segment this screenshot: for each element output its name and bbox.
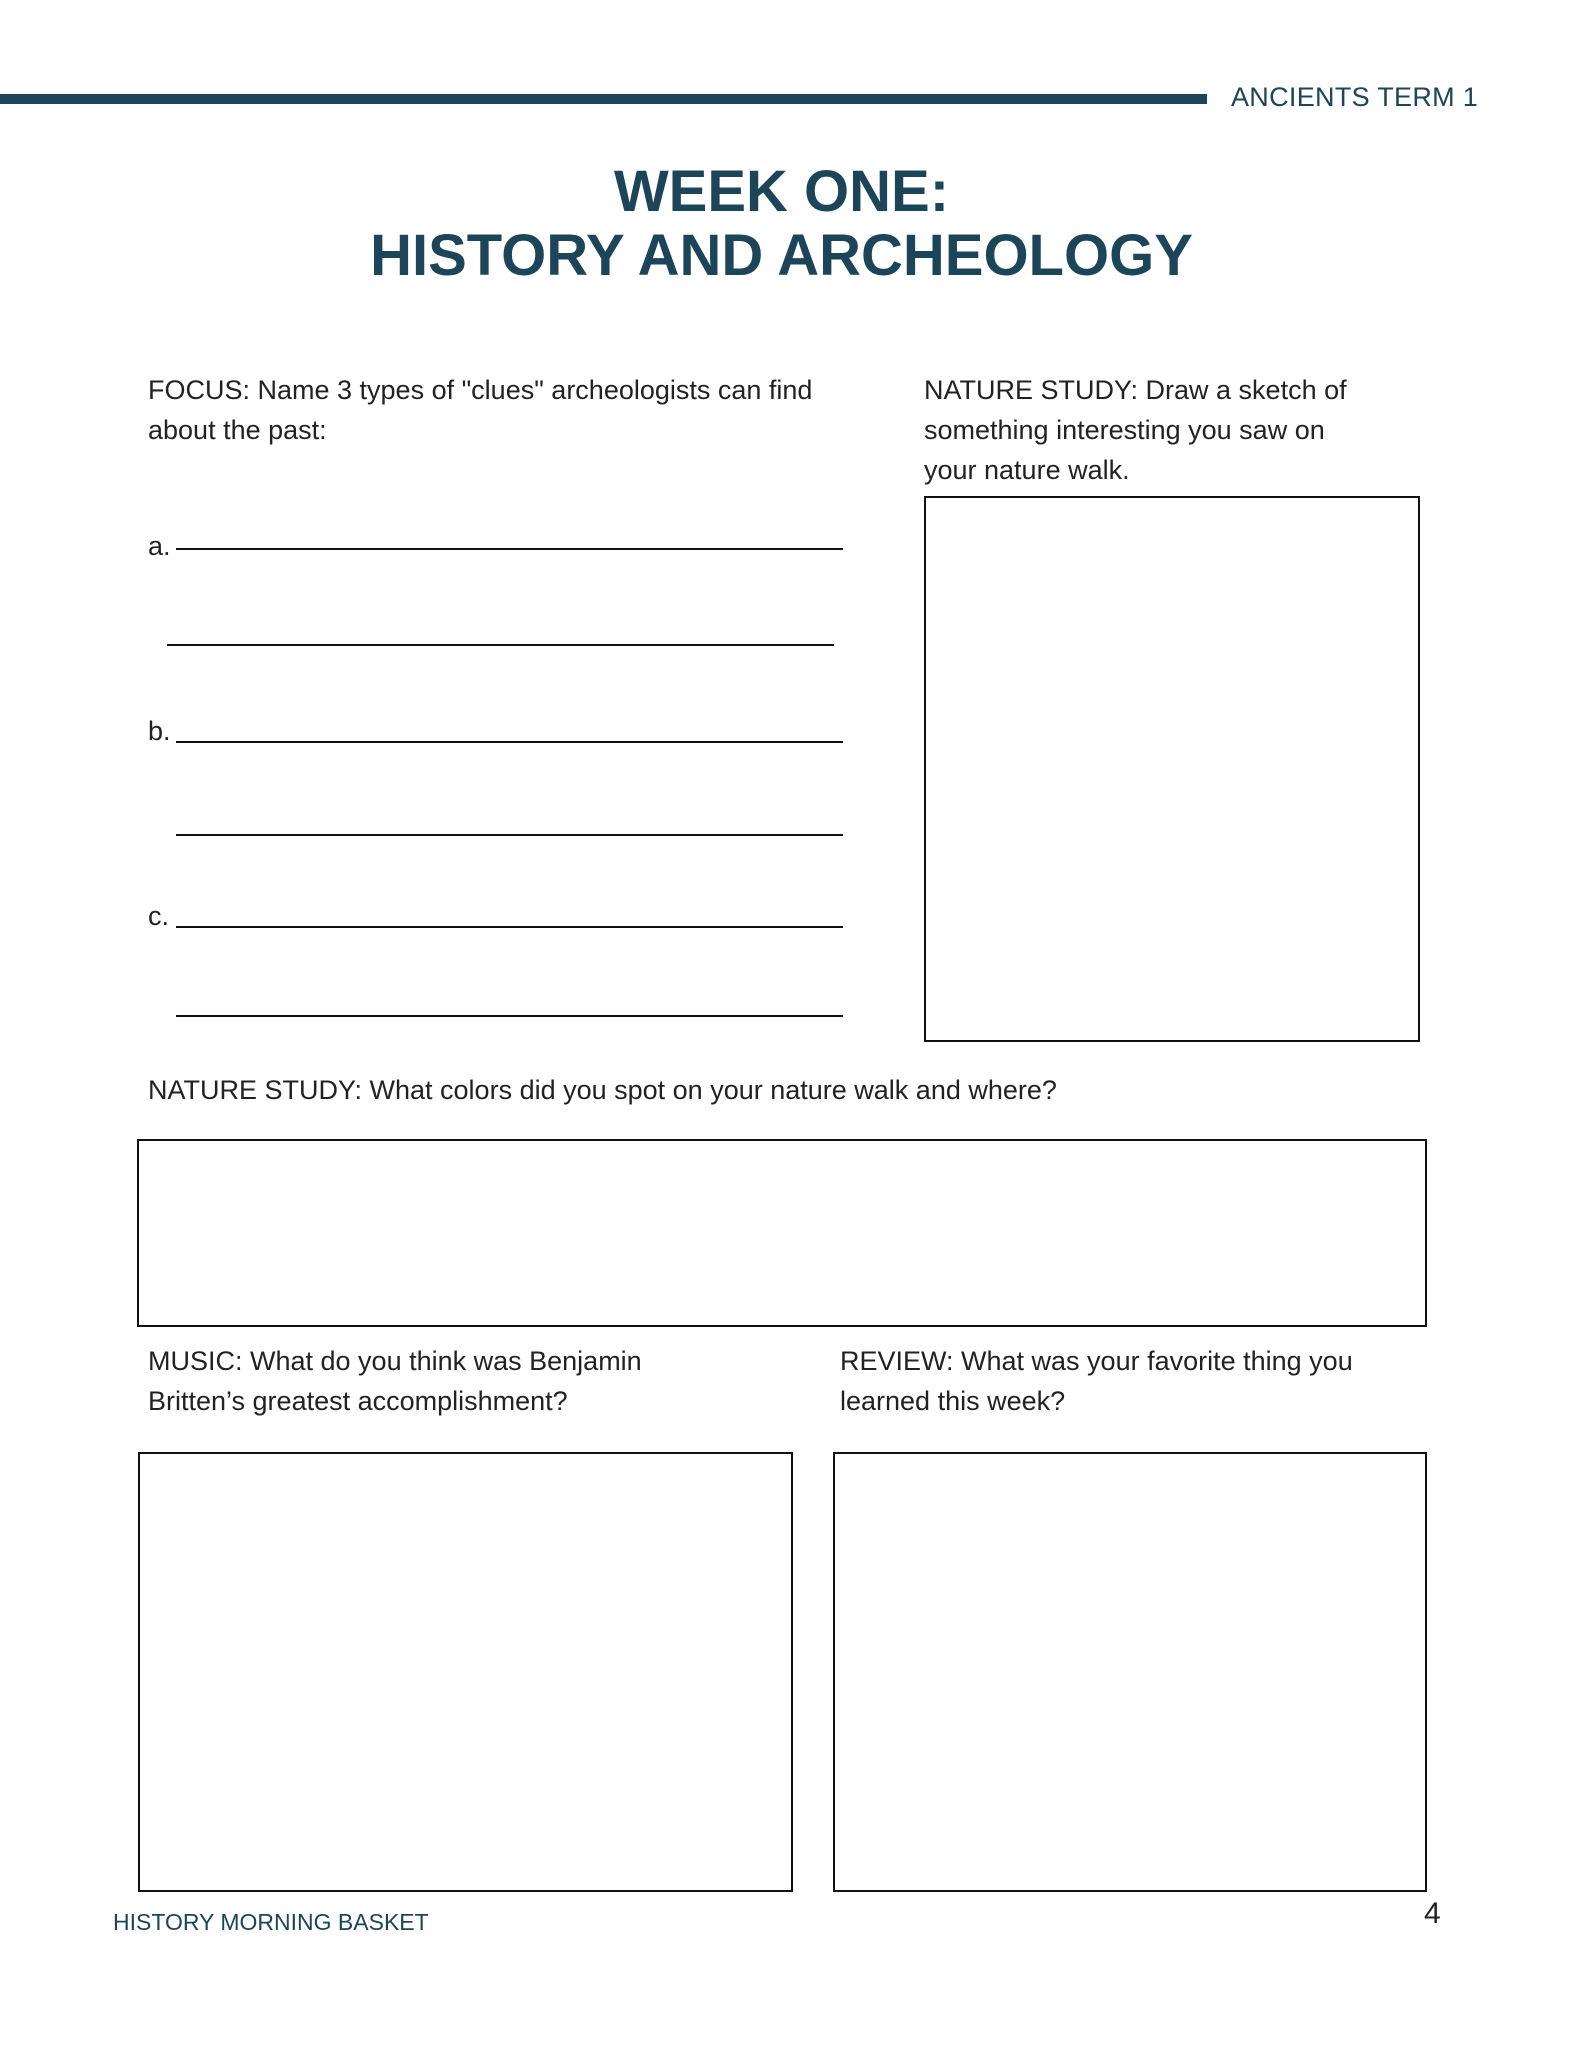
focus-answer-line-a2[interactable] [167, 644, 834, 646]
music-prompt [148, 1341, 642, 1421]
review-answer-box[interactable] [833, 1452, 1427, 1892]
nature-sketch-box[interactable] [924, 496, 1420, 1042]
footer-title: HISTORY MORNING BASKET [113, 1909, 429, 1935]
focus-item-label-a: a. [148, 531, 171, 561]
nature-colors-box[interactable] [137, 1139, 1427, 1327]
nature-sketch-prompt-line-2: something interesting you saw on [924, 415, 1325, 445]
review-prompt [840, 1341, 1353, 1421]
focus-answer-line-c2[interactable] [176, 1015, 843, 1017]
nature-sketch-prompt-line-1: NATURE STUDY: Draw a sketch of [924, 375, 1347, 405]
nature-sketch-prompt-line-3: your nature walk. [924, 455, 1130, 485]
term-label: ANCIENTS TERM 1 [1231, 82, 1479, 112]
focus-prompt [148, 370, 812, 450]
music-prompt-line-2: Britten’s greatest accomplishment? [148, 1386, 568, 1416]
focus-item-label-b: b. [148, 716, 171, 746]
page-title [0, 160, 1563, 288]
focus-prompt-line-1: FOCUS: Name 3 types of "clues" archeologists can find [148, 375, 813, 405]
focus-answer-line-b1[interactable] [176, 741, 843, 743]
header-rule [0, 94, 1207, 104]
focus-prompt-line-2: about the past: [148, 415, 327, 445]
title-line-2: HISTORY AND ARCHEOLOGY [370, 223, 1193, 288]
review-prompt-line-2: learned this week? [840, 1386, 1066, 1416]
nature-sketch-prompt [924, 370, 1347, 490]
nature-colors-prompt: NATURE STUDY: What colors did you spot on your nature walk and where? [148, 1075, 1057, 1105]
title-line-1: WEEK ONE: [613, 159, 950, 224]
review-prompt-line-1: REVIEW: What was your favorite thing you [840, 1346, 1353, 1376]
page-number: 4 [1424, 1897, 1441, 1930]
focus-answer-line-b2[interactable] [176, 834, 843, 836]
focus-answer-line-a1[interactable] [176, 548, 843, 550]
music-answer-box[interactable] [138, 1452, 793, 1892]
focus-item-label-c: c. [148, 901, 170, 931]
focus-answer-line-c1[interactable] [176, 926, 843, 928]
music-prompt-line-1: MUSIC: What do you think was Benjamin [148, 1346, 642, 1376]
